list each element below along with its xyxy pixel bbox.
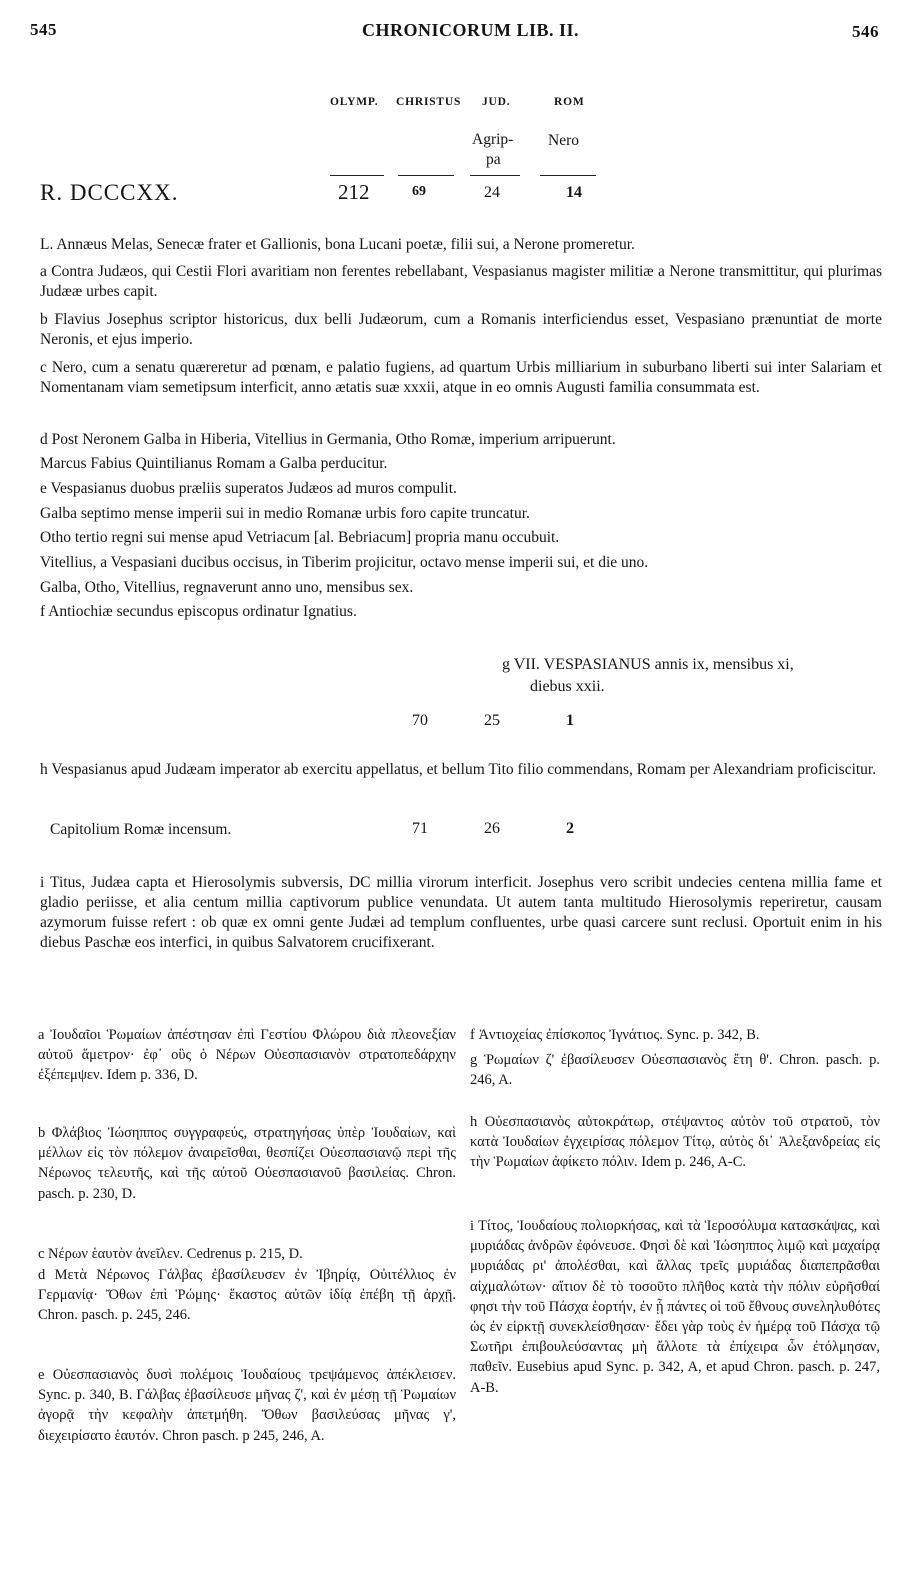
page-number-right: 546 <box>852 22 879 41</box>
entry-e: e Vespasianus duobus præliis superatos Judæos ad muros compulit. <box>40 480 457 497</box>
year-jud: 24 <box>484 184 500 201</box>
row70-christus: 70 <box>412 712 428 729</box>
entry-a: a Contra Judæos, qui Cestii Flori avaritiam non ferentes rebellabant, Vespasianus magister militiæ a Nerone transmittitur, qui plurimas Judææ urbes capit. <box>40 263 882 300</box>
column-rule <box>330 175 384 176</box>
footnote-b: b Φλάβιος Ἰώσηππος συγγραφεύς, στρατηγήσας ὑπὲρ Ἰουδαίων, καὶ μέλλων εἰς τὸν πόλεμον ἀναιρεῖσθαι, θεσπίζει Οὐεσπασιανῷ περὶ τῆς Νέρωνος τελευτῆς, καὶ τῆς αὐτοῦ Οὐεσπασιανοῦ βασιλείας. Chron. pasch. p. 230, D. <box>38 1125 456 1202</box>
column-olymp: OLYMP. <box>330 96 379 108</box>
column-agrip-cont: pa <box>486 151 501 168</box>
footnote-a: a Ἰουδαῖοι Ῥωμαίων ἀπέστησαν ἐπὶ Γεστίου Φλώρου διὰ πλεονεξίαν αὐτοῦ ἅμετρον· ἐφ᾽ οὓς ὁ Νέρων Οὐεσπασιανὸν στρατοπεδάρχην ἐξέπεμψεν. Idem p. 336, D. <box>38 1027 456 1084</box>
column-rom: ROM <box>554 96 585 108</box>
column-rule <box>398 175 454 176</box>
entry-c: c Nero, cum a senatu quæreretur ad pœnam, e palatio fugiens, ad quartum Urbis milliarium in suburbano liberti sui inter Salariam et Nomentanam viam semetipsum interficit, anno ætatis suæ xxxii, atque in eo omnis Augusti familia consummata est. <box>40 359 882 396</box>
year-christus: 69 <box>412 184 426 199</box>
entry-capitolium: Capitolium Romæ incensum. <box>50 821 232 838</box>
entry-b: b Flavius Josephus scriptor historicus, dux belli Judæorum, cum a Romanis interficiendus esset, Vespasiano prænuntiat de morte Neronis, et ejus imperio. <box>40 311 882 348</box>
vespasianus-days: diebus xxii. <box>530 678 605 695</box>
year-label: R. DCCCXX. <box>40 180 179 205</box>
footnote-g: g Ῥωμαίων ζ' ἐβασίλευσεν Οὐεσπασιανὸς ἔτη θ'. Chron. pasch. p. 246, A. <box>470 1052 880 1089</box>
row71-jud: 26 <box>484 820 500 837</box>
entry-reign: Galba, Otho, Vitellius, regnaverunt anno uno, mensibus sex. <box>40 579 414 596</box>
entry-f: f Antiochiæ secundus episcopus ordinatur Ignatius. <box>40 603 357 620</box>
entry-melas: L. Annæus Melas, Senecæ frater et Gallionis, bona Lucani poetæ, filii sui, a Nerone promeretur. <box>40 236 635 253</box>
running-title: CHRONICORUM LIB. II. <box>362 20 580 40</box>
row71-rom: 2 <box>566 820 574 837</box>
page-number-left: 545 <box>30 20 57 39</box>
footnote-d: d Μετὰ Νέρωνος Γάλβας ἐβασίλευσεν ἐν Ἰβηρίᾳ, Οὐιτέλλιος ἐν Γερμανίᾳ· Ὄθων ἐπὶ Ῥώμης· ἕκαστος αὐτῶν ἰδίᾳ ἐπέβη τῇ ἀρχῇ. Chron. pasch. p. 245, 246. <box>38 1267 456 1324</box>
footnote-i: i Τίτος, Ἰουδαίους πολιορκήσας, καὶ τὰ Ἱεροσόλυμα κατασκάψας, καὶ μυριάδας ἀνδρῶν ἐφόνευσε. Φησὶ δὲ καὶ Ἰώσηππος λιμῷ καὶ μαχαίρᾳ μυριάδας ρι' ἀπολέσθαι, καὶ ἄλλας τρεῖς μυριάδας διαπεπρᾶσθαι αἰχμαλώτων· αἴτιον δὲ τὸ τοσοῦτο πλῆθος κατὰ τὴν πόλιν εὑρῆσθαί φησι τὴν τοῦ Πάσχα ἑορτήν, ἐν ᾗ πάντες οἱ τοῦ ἔθνους συνεληλυθότες ὡς ἐν εἱρκτῇ συνεκλείσθησαν· ἔδει γὰρ τοὺς ἐν ἡμέρᾳ τοῦ Πάσχα τῷ Σωτῆρι ἐπιβουλεύσαντας μὴ ἄλλοτε τὰ ἐπίχειρα ὧν ἐτόλμησαν, παθεῖν. Eusebius apud Sync. p. 342, A, et apud Chron. pasch. p. 247, A-B. <box>470 1218 880 1396</box>
entry-otho: Otho tertio regni sui mense apud Vetriacum [al. Bebriacum] propria manu occubuit. <box>40 529 560 546</box>
year-olymp: 212 <box>338 180 370 204</box>
row70-jud: 25 <box>484 712 500 729</box>
column-jud: JUD. <box>482 96 511 108</box>
footnote-e: e Οὐεσπασιανὸς δυσὶ πολέμοις Ἰουδαίους τρεψάμενος ἀπέκλεισεν. Sync. p. 340, B. Γάλβας ἐβασίλευσε μῆνας ζ', καὶ ἐν μέσῃ τῇ Ῥωμαίων ἀγορᾷ τὴν κεφαλὴν ἀπετμήθη. Ὄθων βασιλεύσας μῆνας γ', διεχειρίσατο ἑαυτόν. Chron pasch. p 245, 246, A. <box>38 1367 456 1444</box>
entry-quintilian: Marcus Fabius Quintilianus Romam a Galba perducitur. <box>40 455 388 472</box>
entry-i: i Titus, Judæa capta et Hierosolymis subversis, DC millia virorum interficit. Josephus vero scribit undecies centena millia fame et gladio periisse, et alia centum millia captivorum publice venundata. Ut autem tanta multitudo Hierosolymis reperiretur, causam azymorum fuisse refert : ob quæ ex omni gente Judæi ad templum confluentes, urbe quasi carcere sunt reclusi. Oportuit enim in his diebus Paschæ eos interfici, in quibus Salvatorem crucifixerant. <box>40 874 882 951</box>
column-christus: CHRISTUS <box>396 96 462 108</box>
vespasianus-heading: g VII. VESPASIANUS annis ix, mensibus xi, <box>502 656 794 673</box>
footnote-c: c Νέρων ἑαυτὸν ἀνεῖλεν. Cedrenus p. 215, D. <box>38 1246 303 1262</box>
entry-d: d Post Neronem Galba in Hiberia, Vitellius in Germania, Otho Romæ, imperium arripuerunt. <box>40 431 616 448</box>
footnote-f: f Ἀντιοχείας ἐπίσκοπος Ἰγνάτιος. Sync. p. 342, B. <box>470 1027 760 1043</box>
footnote-h: h Οὐεσπασιανὸς αὐτοκράτωρ, στέψαντος αὐτὸν τοῦ στρατοῦ, τὸν κατὰ Ἰουδαίων ἐγχειρίσας πόλεμον Τίτῳ, αὐτὸς δι᾽ Ἀλεξανδρείας εἰς τὴν Ῥωμαίων ἀφίκετο πόλιν. Idem p. 246, A-C. <box>470 1114 880 1171</box>
row71-christus: 71 <box>412 820 428 837</box>
entry-h: h Vespasianus apud Judæam imperator ab exercitu appellatus, et bellum Tito filio commendans, Romam per Alexandriam proficiscitur. <box>40 761 877 778</box>
column-rule <box>540 175 596 176</box>
year-rom: 14 <box>566 184 582 201</box>
entry-galba: Galba septimo mense imperii sui in medio Romanæ urbis foro capite truncatur. <box>40 505 530 522</box>
column-agrip: Agrip- <box>472 131 514 148</box>
column-rule <box>470 175 520 176</box>
column-nero: Nero <box>548 132 579 149</box>
entry-vitellius: Vitellius, a Vespasiani ducibus occisus, in Tiberim projicitur, octavo mense imperii sui, et die uno. <box>40 554 649 571</box>
row70-rom: 1 <box>566 712 574 729</box>
